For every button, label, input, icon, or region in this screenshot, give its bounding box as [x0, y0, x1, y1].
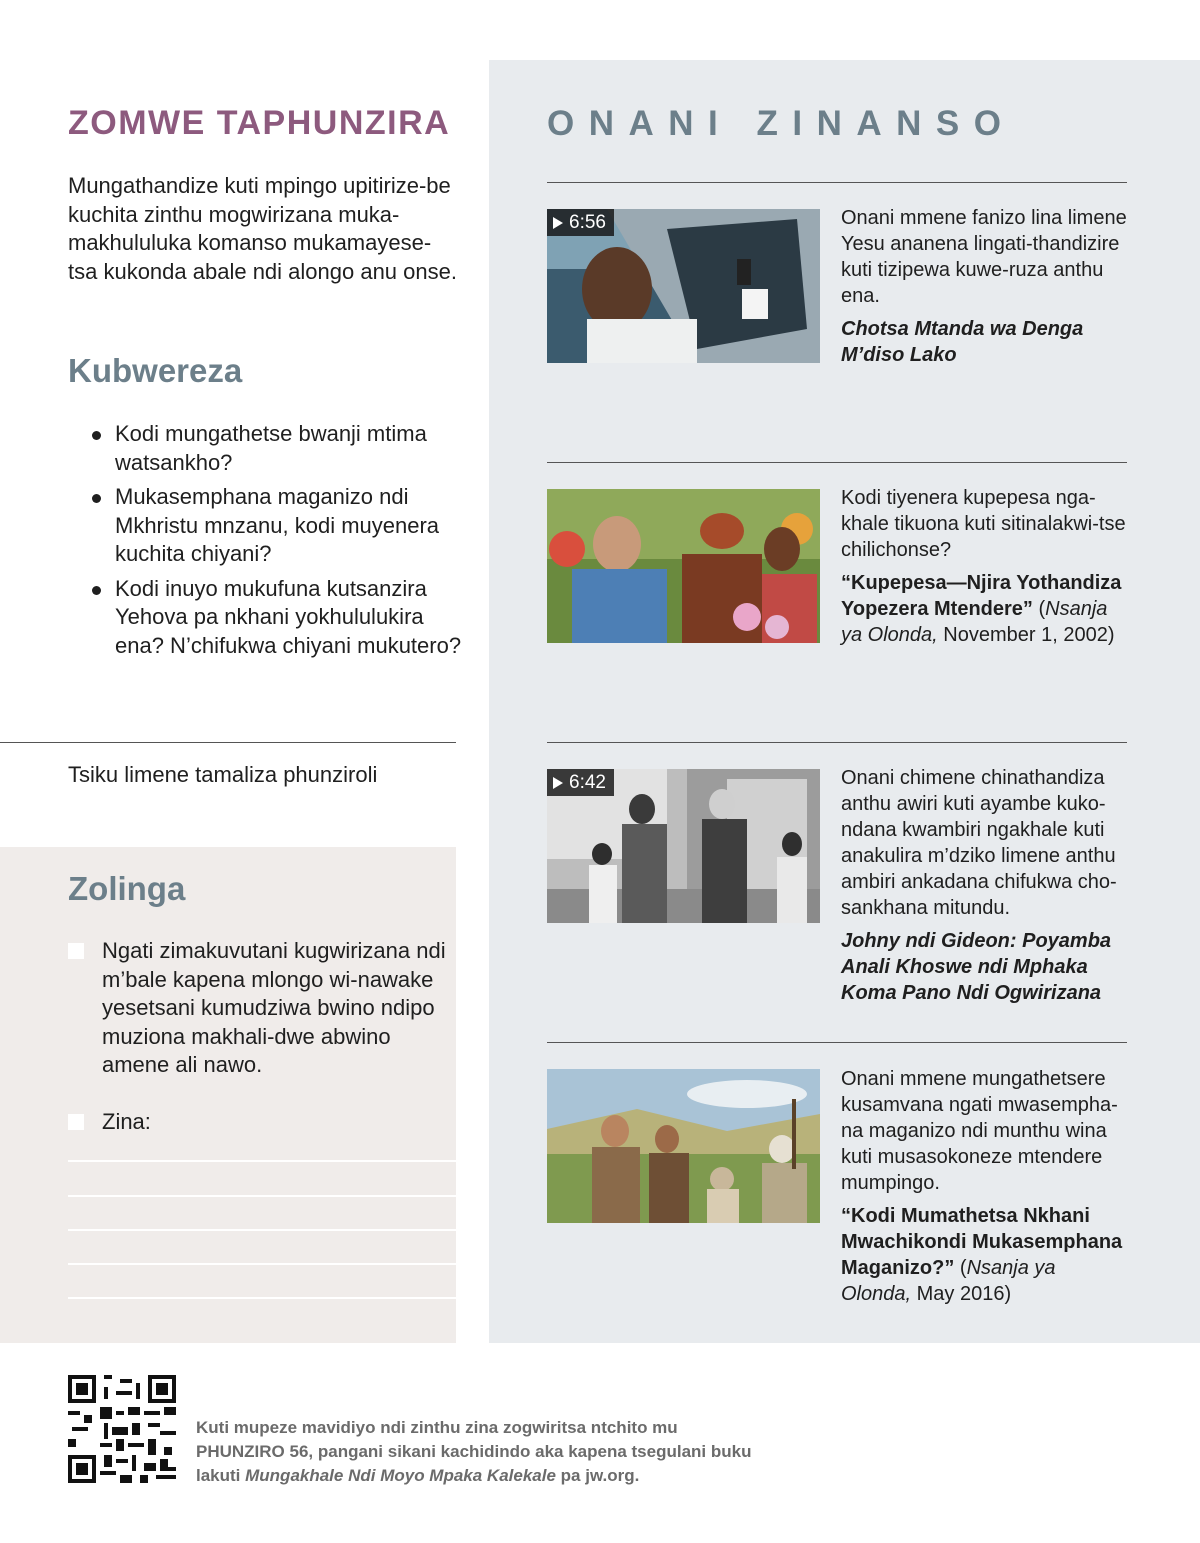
- qr-code-icon[interactable]: [68, 1375, 176, 1483]
- goals-heading: Zolinga: [68, 870, 186, 907]
- duration-badge: 6:56: [547, 209, 614, 236]
- see-more-entry: [841, 485, 1131, 648]
- entry-title-link[interactable]: Chotsa Mtanda wa Denga M’diso Lako: [841, 318, 1084, 366]
- entry-title-link[interactable]: Johny ndi Gideon: Poyamba Anali Khoswe ndi Mphaka Koma Pano Ndi Ogwirizana: [841, 930, 1112, 1004]
- book-title: Mungakhale Ndi Moyo Mpaka Kalekale: [245, 1466, 556, 1485]
- video-thumbnail-two-families[interactable]: [547, 769, 820, 923]
- see-more-entry: [841, 205, 1131, 368]
- review-question: Mukasemphana maganizo ndi Mkhristu mnzanu, kodi muyenera kuchita chiyani?: [92, 483, 462, 569]
- divider: [547, 1042, 1127, 1043]
- write-in-line[interactable]: [68, 1195, 456, 1197]
- illustration-abraham-and-lot[interactable]: [547, 1069, 820, 1223]
- divider: [547, 742, 1127, 743]
- entry-reference: (Nsanja ya Olonda, May 2016): [841, 1257, 1056, 1305]
- divider: [0, 742, 456, 743]
- see-more-entry: [841, 765, 1131, 1006]
- goals-panel: [0, 847, 456, 1343]
- completion-date-label: Tsiku limene tamaliza phunziroli: [68, 762, 378, 787]
- divider: [547, 462, 1127, 463]
- entry-reference: (Nsanja ya Olonda, November 1, 2002): [841, 598, 1115, 646]
- intro-text: Mungathandize kuti mpingo upitirize-be kuchita zinthu mogwirizana muka-makhululuka komanso mukamayese-tsa kukonda abale ndi alongo anu onse.: [68, 173, 457, 284]
- review-questions: [92, 420, 462, 666]
- entry-description: Onani mmene fanizo lina limene Yesu ananena lingati-thandizire kuti tizipewa kuwe-ruza anthu ena.: [841, 207, 1127, 307]
- bullet-icon: [92, 494, 101, 503]
- duration-badge: 6:42: [547, 769, 614, 796]
- see-more-title: ONANI ZINANSO: [547, 104, 1016, 143]
- play-icon: [553, 217, 563, 229]
- entry-title-link[interactable]: “Kodi Mumathetsa Nkhani Mwachikondi Mukasemphana Maganizo?” (Nsanja ya Olonda, May 2016): [841, 1205, 1123, 1305]
- entry-description: Onani chimene chinathandiza anthu awiri kuti ayambe kuko-ndana kwambiri ngakhale kuti anakulira m’dziko limene anthu ambiri ankadana chifukwa cho-sankhana mitundu.: [841, 767, 1117, 919]
- section-title: ZOMWE TAPHUNZIRA: [68, 104, 451, 142]
- illustration-people-greeting[interactable]: [547, 489, 820, 643]
- divider: [547, 182, 1127, 183]
- write-in-line[interactable]: [68, 1263, 456, 1265]
- goal-item: Ngati zimakuvutani kugwirizana ndi m’bale kapena mlongo wi-nawake yesetsani kumudziwa bwino ndipo muziona makhali-dwe abwino amene ali nawo.: [68, 937, 448, 1080]
- review-heading: Kubwereza: [68, 352, 243, 389]
- footer-note: Kuti mupeze mavidiyo ndi zinthu zina zogwiritsa ntchito mu PHUNZIRO 56, pangani sikani kachidindo aka kapena tsegulani buku lakuti Mungakhale Ndi Moyo Mpaka Kalekale pa jw.org.: [196, 1418, 752, 1485]
- write-in-line[interactable]: [68, 1160, 456, 1162]
- write-in-line[interactable]: [68, 1229, 456, 1231]
- play-icon: [553, 777, 563, 789]
- see-more-entry: [841, 1066, 1131, 1307]
- review-question: Kodi mungathetse bwanji mtima watsankho?: [92, 420, 462, 477]
- bullet-icon: [92, 431, 101, 440]
- write-in-line[interactable]: [68, 1297, 456, 1299]
- video-thumbnail-man-in-car[interactable]: [547, 209, 820, 363]
- entry-description: Onani mmene mungathetsere kusamvana ngati mwasempha-na maganizo ndi munthu wina kuti musasokoneze mtendere mumpingo.: [841, 1068, 1118, 1194]
- bullet-icon: [92, 586, 101, 595]
- entry-title-link[interactable]: “Kupepesa—Njira Yothandiza Yopezera Mtendere” (Nsanja ya Olonda, November 1, 2002): [841, 572, 1122, 646]
- review-question: Kodi inuyo mukufuna kutsanzira Yehova pa nkhani yokhululukira ena? N’chifukwa chiyani mukutero?: [92, 575, 462, 661]
- checkbox[interactable]: [68, 943, 84, 959]
- entry-description: Kodi tiyenera kupepesa nga-khale tikuona kuti sitinalakwi-tse chilichonse?: [841, 487, 1126, 561]
- goal-item-other: Zina:: [68, 1108, 448, 1137]
- checkbox[interactable]: [68, 1114, 84, 1130]
